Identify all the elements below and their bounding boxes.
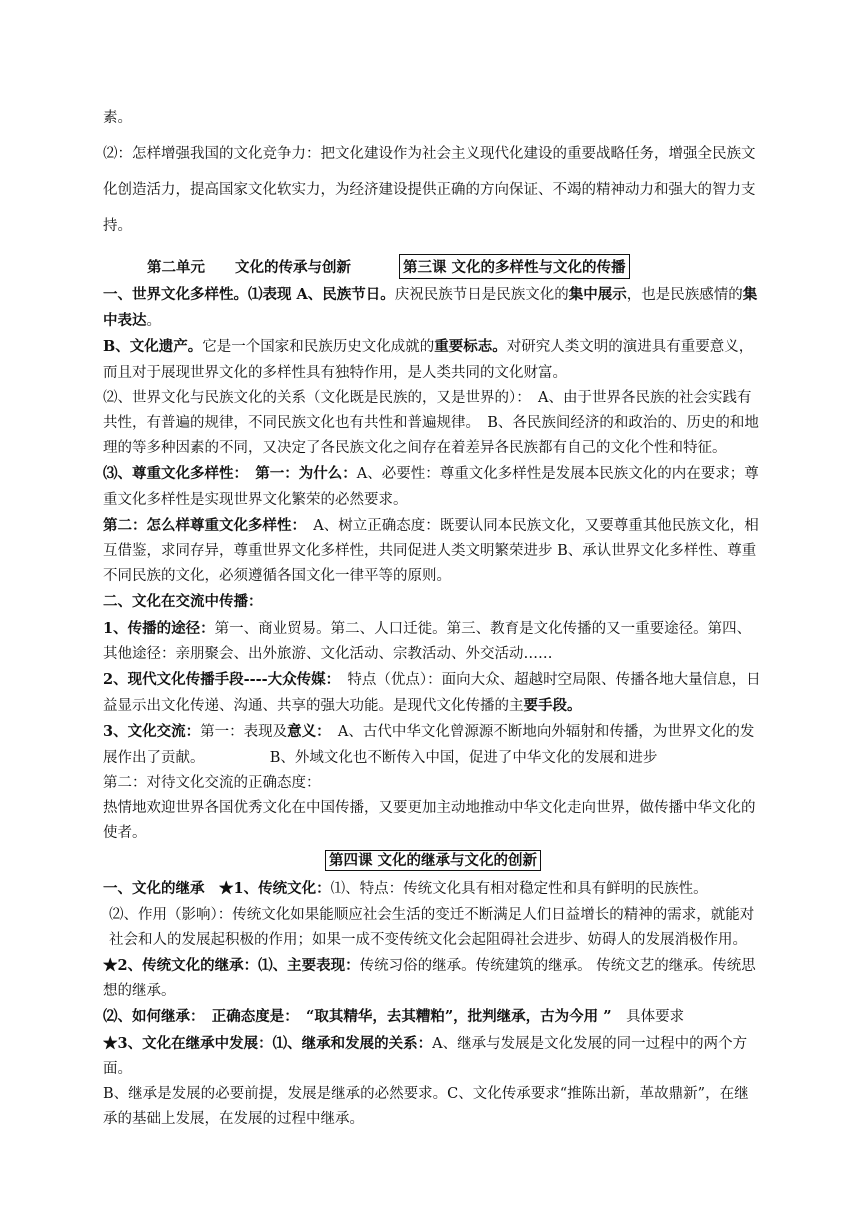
heritage-text2: 对研究人类文明的演进具有重要意义，而且对于展现世界文化的多样性具有独特作用，是人类共同的文化财富。 [103, 339, 754, 381]
star3-text: A、继承与发展是文化发展的同一过程中的两个方面。 [103, 1035, 748, 1077]
effect-text: ⑵、作用（影响）：传统文化如果能顺应社会生活的变迁不断满足人们日益增长的精神的需求，就能对社会和人的发展起积极的作用；如果一成不变传统文化会起阻碍社会进步、妨碍人的发展消极作用。 [109, 906, 755, 948]
attitude-text: 热情地欢迎世界各国优秀文化在中国传播，又要更加主动地推动中华文化走向世界，做传播中华文化的使者。 [103, 800, 756, 842]
media-text: 特点（优点）：面向大众、超越时空局限、传播各地大量信息，日益显示出文化传递、沟通、共享的强大功能。是现代文化传播的主 [103, 672, 761, 715]
sec2-exchange [103, 719, 763, 770]
sec2-heading [103, 589, 763, 615]
intro-text: 把文化建设作为社会主义现代化建设的重要战略任务，增强全民族文化创造活力，提高国家文化软实力，为经济建设提供正确的方向保证、不竭的精神动力和强大的智力支持。 [103, 146, 756, 234]
inherit-how-text: 具体要求 [611, 1009, 685, 1026]
exchange-text2: A、古代中华文化曾源源不断地向外辐射和传播，为世界文化的发展作出了贡献。 B、外域文化也不断传入中国，促进了中华文化的发展和进步 [103, 724, 755, 766]
sec2-route [103, 616, 763, 667]
unit-subtitle: 文化的传承与创新 [235, 258, 351, 276]
lesson3-title: 第三课 文化的多样性与文化的传播 [399, 254, 630, 279]
sec1-how [103, 513, 763, 590]
heritage-heading: B、文化遗产。 [103, 338, 203, 356]
route-text: 第一、商业贸易。第二、人口迁徙。第三、教育是文化传播的又一重要途径。第四、其他途径：亲朋聚会、出外旅游、文化活动、宗教活动、外交活动…… [103, 620, 752, 662]
sec1-text3: 。 [146, 313, 161, 330]
exchange-text1: 第一：表现及 [200, 724, 288, 741]
inherit-text: ⑴、特点：传统文化具有相对稳定性和具有鲜明的民族性。 [330, 881, 708, 898]
intro-paragraph [103, 136, 763, 244]
intro-fragment [103, 100, 763, 136]
unit-title: 第二单元 [147, 258, 205, 276]
star2-text: 传统习俗的继承。传统建筑的继承。 传统文艺的继承。传统思想的继承。 [103, 958, 756, 1000]
media-heading: 2、现代文化传播手段----大众传媒： [103, 671, 333, 689]
document-page [103, 100, 763, 1133]
media-bold: 要手段。 [523, 697, 582, 715]
sec1-bold1: 集中展示 [568, 286, 627, 303]
unit-heading [103, 252, 763, 280]
sec2-title: 二、文化在交流中传播： [103, 593, 263, 611]
lesson4-title: 第四课 文化的继承与文化的创新 [325, 850, 541, 871]
heritage-bold: 重要标志。 [434, 338, 507, 356]
lesson4-final [103, 1082, 763, 1132]
sec2-attitude-heading [103, 771, 763, 796]
inherit-how-heading: ⑵、如何继承： 正确态度是： “取其精华，去其糟粕”，批判继承，古为今用 ” [103, 1008, 612, 1026]
route-heading: 1、传播的途径： [103, 619, 215, 637]
sec1-festival [103, 282, 763, 334]
respect-heading: ⑶、尊重文化多样性： 第一：为什么： [103, 465, 357, 483]
sec2-media [103, 667, 763, 719]
sec1-text2: ，也是民族感情的 [626, 287, 743, 303]
star3-heading: ★3、文化在继承中发展：⑴、继承和发展的关系： [103, 1034, 433, 1052]
final-text: B、继承是发展的必要前提，发展是继承的必然要求。C、文化传承要求“推陈出新，革故鼎新”，在继承的基础上发展，在发展的过程中继承。 [103, 1086, 749, 1128]
lesson4-star3 [103, 1031, 763, 1082]
relation-text: ⑵、世界文化与民族文化的关系（文化既是民族的，又是世界的）： A、由于世界各民族的社会实践有共性，有普遍的规律，不同民族文化也有共性和普遍规律。 B、各民族间经济的和政治的、历史的和地理的等多种因素的不同，又决定了各民族文化之间存在着差异各民族都有自己的文化个性和特征。 [103, 389, 759, 457]
how-text: A、树立正确态度：既要认同本民族文化，又要尊重其他民族文化，相互借鉴，求同存异，尊重世界文化多样性，共同促进人类文明繁荣进步 B、承认世界文化多样性、尊重不同民族的文化，必须遵循各国文化一律平等的原则。 [103, 517, 759, 585]
attitude-heading: 第二：对待文化交流的正确态度： [103, 774, 321, 791]
star2-heading: ★2、传统文化的继承：⑴、主要表现： [103, 957, 360, 975]
lesson4-how [103, 1004, 763, 1030]
sec1-respect [103, 461, 763, 512]
sec1-heading: 一、世界文化多样性。⑴表现 A、民族节日。 [103, 286, 395, 303]
exchange-heading: 3、文化交流： [103, 723, 201, 741]
lesson4-effect [103, 903, 763, 953]
intro-fragment-text: 素。 [103, 110, 132, 126]
sec1-text1: 庆祝民族节日是民族文化的 [394, 287, 569, 303]
inherit-heading: 一、文化的继承 ★1、传统文化： [103, 880, 331, 898]
heritage-text1: 它是一个国家和民族历史文化成就的 [202, 339, 435, 356]
sec1-heritage [103, 334, 763, 385]
respect-text: A、必要性：尊重文化多样性是发展本民族文化的内在要求；尊重文化多样性是实现世界文化繁荣的必然要求。 [103, 466, 759, 508]
sec2-attitude [103, 796, 763, 846]
intro-label: ⑵：怎样增强我国的文化竞争力： [103, 146, 321, 162]
sec1-relation [103, 386, 763, 462]
exchange-bold: 意义： [287, 723, 324, 741]
how-heading: 第二：怎么样尊重文化多样性： [103, 516, 299, 534]
lesson4-heading [103, 848, 763, 874]
sec1-bold2: 集中表达 [103, 286, 758, 330]
lesson4-star2 [103, 953, 763, 1004]
lesson4-inherit [103, 876, 763, 902]
